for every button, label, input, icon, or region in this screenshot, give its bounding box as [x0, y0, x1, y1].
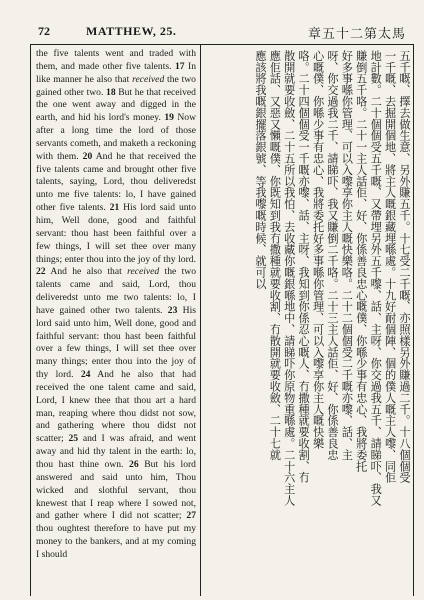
verse-number: 26 — [129, 459, 139, 470]
column-divider — [200, 44, 201, 596]
running-head: MATTHEW, 25. — [86, 24, 177, 38]
chinese-text-line: 五千嘅、擇去做生意、另外賺五千。十七受二千嘅、亦照樣另外賺過二千。十八個個受 — [398, 50, 411, 484]
verse-text: And he that received the five talents came and brought other five talents, saying, Lord, thou deliveredst unto me five talents: lo, I have gained other five talents. — [36, 150, 196, 214]
verse-text: But his lord answered and said unto him, Thou wicked and slothful servant, thou knewest that I reap where I sowed not, and gather where I did not scatter; — [36, 459, 196, 522]
verse-text: Now after a long time the lord of those servants cometh, and maketh a reckoning with them. — [36, 112, 196, 162]
verse-number: 23 — [167, 304, 178, 316]
verse-text: His lord said unto him, Well done, good and faithful servant: thou hast been faithful over a few things, I will set thee over many things; enter thou into the joy of thy lord. — [36, 202, 196, 265]
italic-text: received — [132, 73, 165, 85]
chinese-text-line: 呀、你交過我二千、請睇吓、我又賺倒二千咯。二十三主人話佢、好、你係善良忠 — [325, 50, 339, 461]
verse-text: His lord said unto him, Well done, good and faithful servant: thou hast been faithful over a few things, I will set thee over many things; enter thou into the joy of thy lord. — [36, 304, 196, 381]
chinese-text-line: 心嘅僕、你喺少事有忠心、我將委托好多事喺你管理、可以入嚟享你主人嘅快樂 — [311, 50, 325, 449]
chinese-text-line: 地計數。二十個個受五千嘅、又帶埋另外五千嚟、話、主呀、你交過我五千、請睇吓、我又 — [369, 50, 383, 506]
verse-number: 21 — [109, 202, 120, 214]
chinese-text-line: 應佢話、又惡又懶嘅僕、你既知到我冇撒種就要收割、冇散開就要收斂、二十七就 — [268, 50, 282, 461]
page-header — [30, 22, 414, 44]
italic-text: received — [127, 266, 160, 278]
chinese-text-line: 應該將我嘅銀擺落銀號、等我嚟嘅時候、就可以 — [253, 50, 267, 290]
verse-number: 24 — [80, 369, 91, 381]
verse-number: 20 — [82, 150, 93, 162]
chinese-text-line: 散開就要收斂、二十五所以我怕、去收藏你嘅銀喺地中、請睇吓你原物重喺處。二十六主人 — [282, 50, 296, 506]
verse-text: the two talents came and said, Lord, thou deliveredst unto me two talents: lo, I have gained other two talents. — [36, 266, 196, 316]
chinese-text-line: 好多事喺你管理、可以入嚟享你主人嘅快樂咯。二十二個個受二千嘅亦嚟、話、主 — [340, 50, 354, 461]
verse-text: But he that received the one went away and digged in the earth, and hid his lord's money. — [36, 86, 196, 124]
verse-text: and I was afraid, and went away and hid thy talent in the earth: lo, thou hast thine own. — [36, 433, 196, 470]
chinese-text-line: 一千嘅、去掘開個地、將主人嘅銀藏埋喺處。十九好耐個陣、個的僕人嘅主人嚟、同佢 — [383, 50, 397, 484]
verse-text: And he also that had received the one talent came and said, Lord, I knew thee that thou art a hard man, reaping where thou didst not sow, and gathering where thou didst not scatter; — [36, 369, 196, 445]
verse-number: 27 — [186, 510, 196, 522]
verse-number: 19 — [164, 112, 174, 124]
verse-number: 17 — [174, 60, 185, 72]
chinese-text-line: 賺倒五千咯。二十一主人話佢、好、你係善良忠心嘅僕、你喺少事有忠心、我將委托 — [354, 50, 368, 472]
verse-text: thou oughtest therefore to have put my money to the bankers, and at my coming I should — [36, 523, 196, 560]
english-text-column — [36, 48, 196, 594]
chinese-text-line: 咯。二十四個個受一千嘅亦嚟、話、主呀、我知到你係忍心嘅人、冇撒種就要收割、冇 — [297, 50, 311, 484]
verse-text: the two gained other two. — [36, 73, 196, 98]
verse-text: In like manner he also that — [36, 60, 196, 85]
verse-text: And he also that — [45, 266, 128, 278]
page-number: 72 — [38, 24, 50, 38]
verse-number: 18 — [106, 86, 116, 98]
chinese-text-column — [205, 50, 411, 590]
verse-number: 22 — [36, 266, 46, 278]
verse-text: the five talents went and traded with them, and made other five talents. — [36, 48, 196, 72]
verse-number: 25 — [68, 433, 79, 445]
chinese-running-head: 章五十二第太馬 — [307, 27, 406, 42]
